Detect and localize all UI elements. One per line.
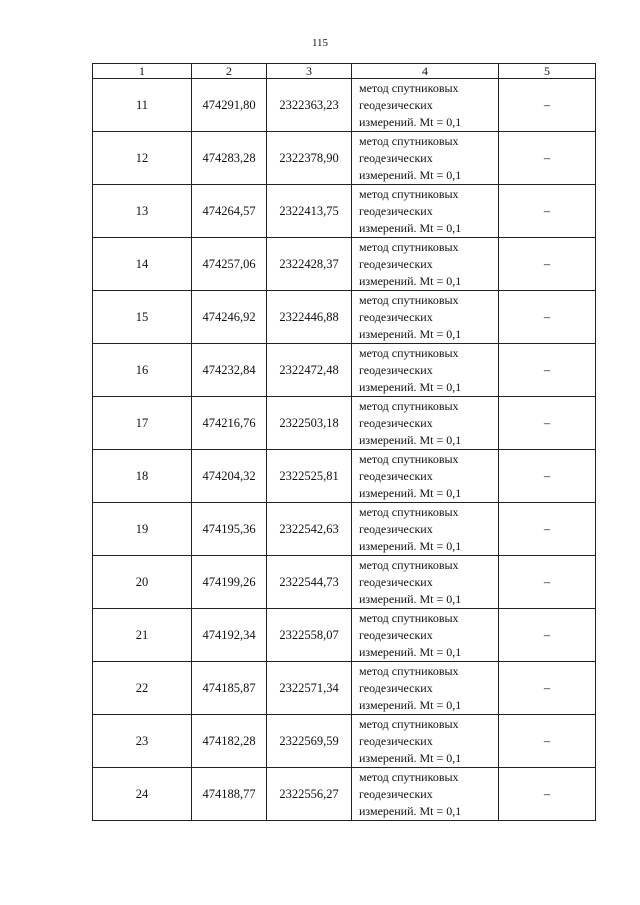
dash-cell: – bbox=[499, 768, 596, 821]
dash-cell: – bbox=[499, 79, 596, 132]
dash-cell: – bbox=[499, 715, 596, 768]
y-coordinate-cell: 2322446,88 bbox=[267, 291, 352, 344]
point-number-cell: 17 bbox=[93, 397, 192, 450]
table-row bbox=[93, 556, 596, 609]
table-row bbox=[93, 344, 596, 397]
method-text-line: измерений. Mt = 0,1 bbox=[359, 326, 462, 341]
method-cell bbox=[352, 556, 499, 609]
method-cell bbox=[352, 609, 499, 662]
point-number-cell: 11 bbox=[93, 79, 192, 132]
method-cell bbox=[352, 450, 499, 503]
header-col-5: 5 bbox=[499, 64, 596, 79]
x-coordinate-cell: 474195,36 bbox=[192, 503, 267, 556]
method-text-line: геодезических bbox=[359, 150, 433, 165]
dash-cell: – bbox=[499, 556, 596, 609]
y-coordinate-cell: 2322571,34 bbox=[267, 662, 352, 715]
x-coordinate-cell: 474291,80 bbox=[192, 79, 267, 132]
table-row bbox=[93, 132, 596, 185]
method-cell bbox=[352, 662, 499, 715]
method-text-line: измерений. Mt = 0,1 bbox=[359, 591, 462, 606]
point-number-cell: 18 bbox=[93, 450, 192, 503]
method-cell bbox=[352, 291, 499, 344]
method-text-line: геодезических bbox=[359, 203, 433, 218]
point-number-cell: 23 bbox=[93, 715, 192, 768]
method-cell bbox=[352, 503, 499, 556]
table-row bbox=[93, 397, 596, 450]
point-number-cell: 19 bbox=[93, 503, 192, 556]
x-coordinate-cell: 474246,92 bbox=[192, 291, 267, 344]
method-text-line: метод спутниковых bbox=[359, 133, 459, 148]
method-cell bbox=[352, 238, 499, 291]
method-text-line: геодезических bbox=[359, 362, 433, 377]
x-coordinate-cell: 474257,06 bbox=[192, 238, 267, 291]
point-number-cell: 15 bbox=[93, 291, 192, 344]
y-coordinate-cell: 2322569,59 bbox=[267, 715, 352, 768]
method-text-line: геодезических bbox=[359, 97, 433, 112]
y-coordinate-cell: 2322558,07 bbox=[267, 609, 352, 662]
dash-cell: – bbox=[499, 662, 596, 715]
method-text-line: метод спутниковых bbox=[359, 186, 459, 201]
method-text-line: метод спутниковых bbox=[359, 504, 459, 519]
method-text-line: геодезических bbox=[359, 786, 433, 801]
dash-cell: – bbox=[499, 503, 596, 556]
method-text-line: метод спутниковых bbox=[359, 610, 459, 625]
table-header-row bbox=[93, 64, 596, 79]
table-row bbox=[93, 662, 596, 715]
method-text-line: измерений. Mt = 0,1 bbox=[359, 750, 462, 765]
x-coordinate-cell: 474192,34 bbox=[192, 609, 267, 662]
method-text-line: метод спутниковых bbox=[359, 557, 459, 572]
table-row bbox=[93, 503, 596, 556]
method-text-line: метод спутниковых bbox=[359, 663, 459, 678]
method-text-line: измерений. Mt = 0,1 bbox=[359, 167, 462, 182]
table-row bbox=[93, 768, 596, 821]
method-text-line: геодезических bbox=[359, 521, 433, 536]
method-text-line: геодезических bbox=[359, 680, 433, 695]
page-number: 115 bbox=[311, 37, 329, 49]
method-text-line: измерений. Mt = 0,1 bbox=[359, 697, 462, 712]
table-row bbox=[93, 609, 596, 662]
header-col-3: 3 bbox=[267, 64, 352, 79]
y-coordinate-cell: 2322428,37 bbox=[267, 238, 352, 291]
method-text-line: измерений. Mt = 0,1 bbox=[359, 485, 462, 500]
point-number-cell: 14 bbox=[93, 238, 192, 291]
header-col-4: 4 bbox=[352, 64, 499, 79]
x-coordinate-cell: 474264,57 bbox=[192, 185, 267, 238]
x-coordinate-cell: 474199,26 bbox=[192, 556, 267, 609]
method-text-line: измерений. Mt = 0,1 bbox=[359, 803, 462, 818]
y-coordinate-cell: 2322503,18 bbox=[267, 397, 352, 450]
y-coordinate-cell: 2322363,23 bbox=[267, 79, 352, 132]
point-number-cell: 24 bbox=[93, 768, 192, 821]
y-coordinate-cell: 2322556,27 bbox=[267, 768, 352, 821]
method-text-line: геодезических bbox=[359, 256, 433, 271]
x-coordinate-cell: 474182,28 bbox=[192, 715, 267, 768]
method-text-line: метод спутниковых bbox=[359, 292, 459, 307]
dash-cell: – bbox=[499, 609, 596, 662]
x-coordinate-cell: 474232,84 bbox=[192, 344, 267, 397]
header-col-1: 1 bbox=[93, 64, 192, 79]
method-text-line: геодезических bbox=[359, 627, 433, 642]
y-coordinate-cell: 2322525,81 bbox=[267, 450, 352, 503]
dash-cell: – bbox=[499, 238, 596, 291]
x-coordinate-cell: 474216,76 bbox=[192, 397, 267, 450]
method-text-line: измерений. Mt = 0,1 bbox=[359, 432, 462, 447]
y-coordinate-cell: 2322378,90 bbox=[267, 132, 352, 185]
method-text-line: метод спутниковых bbox=[359, 769, 459, 784]
method-text-line: метод спутниковых bbox=[359, 716, 459, 731]
table-row bbox=[93, 715, 596, 768]
point-number-cell: 12 bbox=[93, 132, 192, 185]
method-text-line: геодезических bbox=[359, 415, 433, 430]
method-text-line: измерений. Mt = 0,1 bbox=[359, 644, 462, 659]
table-row bbox=[93, 450, 596, 503]
method-text-line: метод спутниковых bbox=[359, 239, 459, 254]
method-text-line: измерений. Mt = 0,1 bbox=[359, 273, 462, 288]
method-text-line: метод спутниковых bbox=[359, 451, 459, 466]
y-coordinate-cell: 2322542,63 bbox=[267, 503, 352, 556]
dash-cell: – bbox=[499, 344, 596, 397]
dash-cell: – bbox=[499, 450, 596, 503]
header-col-2: 2 bbox=[192, 64, 267, 79]
method-text-line: измерений. Mt = 0,1 bbox=[359, 114, 462, 129]
table-row bbox=[93, 291, 596, 344]
x-coordinate-cell: 474185,87 bbox=[192, 662, 267, 715]
method-text-line: геодезических bbox=[359, 309, 433, 324]
y-coordinate-cell: 2322544,73 bbox=[267, 556, 352, 609]
x-coordinate-cell: 474283,28 bbox=[192, 132, 267, 185]
dash-cell: – bbox=[499, 132, 596, 185]
method-text-line: метод спутниковых bbox=[359, 398, 459, 413]
dash-cell: – bbox=[499, 185, 596, 238]
x-coordinate-cell: 474204,32 bbox=[192, 450, 267, 503]
table-row bbox=[93, 79, 596, 132]
method-cell bbox=[352, 397, 499, 450]
dash-cell: – bbox=[499, 291, 596, 344]
dash-cell: – bbox=[499, 397, 596, 450]
method-text-line: геодезических bbox=[359, 468, 433, 483]
method-text-line: геодезических bbox=[359, 733, 433, 748]
method-text-line: метод спутниковых bbox=[359, 345, 459, 360]
table-row bbox=[93, 238, 596, 291]
point-number-cell: 22 bbox=[93, 662, 192, 715]
point-number-cell: 21 bbox=[93, 609, 192, 662]
method-cell bbox=[352, 344, 499, 397]
method-cell bbox=[352, 185, 499, 238]
method-text-line: измерений. Mt = 0,1 bbox=[359, 220, 462, 235]
method-text-line: измерений. Mt = 0,1 bbox=[359, 538, 462, 553]
coordinates-table bbox=[92, 63, 596, 821]
method-cell bbox=[352, 132, 499, 185]
y-coordinate-cell: 2322472,48 bbox=[267, 344, 352, 397]
method-text-line: метод спутниковых bbox=[359, 80, 459, 95]
table-row bbox=[93, 185, 596, 238]
method-cell bbox=[352, 768, 499, 821]
method-text-line: измерений. Mt = 0,1 bbox=[359, 379, 462, 394]
method-cell bbox=[352, 79, 499, 132]
method-cell bbox=[352, 715, 499, 768]
point-number-cell: 20 bbox=[93, 556, 192, 609]
method-text-line: геодезических bbox=[359, 574, 433, 589]
point-number-cell: 16 bbox=[93, 344, 192, 397]
x-coordinate-cell: 474188,77 bbox=[192, 768, 267, 821]
y-coordinate-cell: 2322413,75 bbox=[267, 185, 352, 238]
point-number-cell: 13 bbox=[93, 185, 192, 238]
